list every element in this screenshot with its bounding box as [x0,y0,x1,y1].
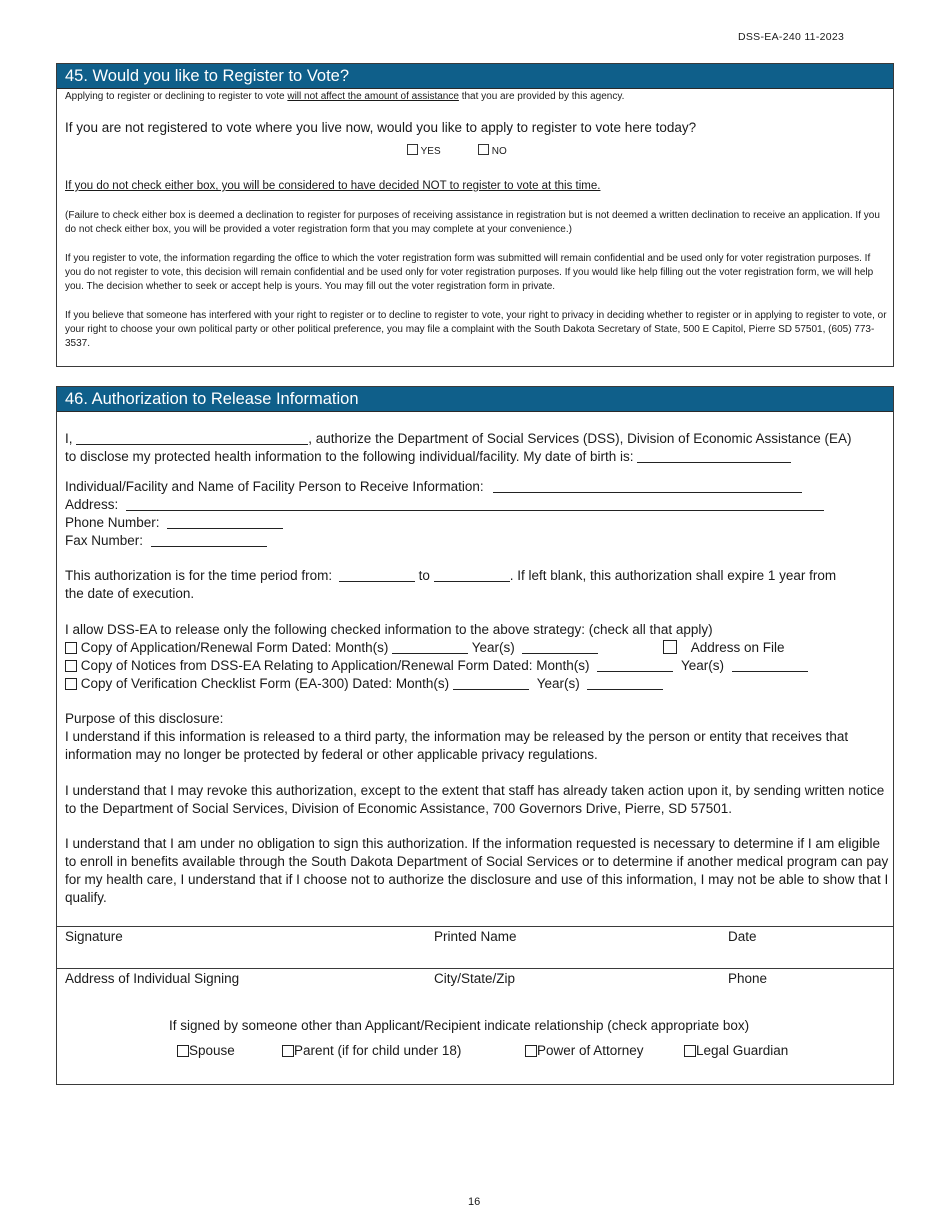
phone-line: Phone Number: [65,514,283,532]
facility-name-field[interactable] [493,480,802,493]
relationship-guardian: Legal Guardian [684,1042,788,1060]
yes-checkbox[interactable] [407,144,418,155]
application-month-field[interactable] [392,641,468,654]
period-to-field[interactable] [434,569,510,582]
verification-checkbox[interactable] [65,678,77,690]
purpose-label: Purpose of this disclosure: [65,711,224,726]
verification-month-field[interactable] [453,677,529,690]
signature-label: Signature [65,929,123,944]
application-form-checkbox[interactable] [65,642,77,654]
option-verification: Copy of Verification Checklist Form (EA-300) Dated: Month(s) Year(s) [65,675,663,693]
relationship-spouse: Spouse [177,1042,235,1060]
relationship-text: If signed by someone other than Applicant/Recipient indicate relationship (check appropriate box) [169,1018,750,1033]
facility-line: Individual/Facility and Name of Facility Person to Receive Information: [65,478,802,496]
address-on-file-checkbox[interactable] [663,640,677,654]
vote-paragraph-confidential: If you register to vote, the information regarding the office to which the voter registration form was submitted will remain confidential and be used only for voter registration purposes. If you do not register to vote, this decision will remain confidential and be used only for voter registration purposes. If you would like help filling out the voter registration form, we will help you. The decision whether to seek or accept help is yours. You may fill out the voter registration form in private. [65,253,874,292]
period-line: This authorization is for the time period from: to . If left blank, this authorization shall expire 1 year from [65,568,837,583]
application-year-field[interactable] [522,641,598,654]
vote-paragraph-declination: (Failure to check either box is deemed a declination to register for purposes of receiving assistance in registration but is not deemed a written declination to receive an application. If you do not check either box, you will be provided a voter registration form that you may complete at your convenience.) [65,210,880,235]
verification-year-field[interactable] [587,677,663,690]
section-46-title: 46. Authorization to Release Information [57,387,893,412]
no-checkbox[interactable] [478,144,489,155]
no-label: NO [491,146,507,157]
date-label: Date [728,929,757,944]
divider [57,968,893,969]
fax-number-field[interactable] [151,534,267,547]
address-line: Address: [65,496,824,514]
power-of-attorney-checkbox[interactable] [525,1045,537,1057]
legal-guardian-checkbox[interactable] [684,1045,696,1057]
vote-paragraph-complaint: If you believe that someone has interfered with your right to register or to decline to register to vote, your right to privacy in deciding whether to register or in applying to register to vote, or your right to choose your own political party or other political preference, you may file a complaint with the South Dakota Secretary of State, 500 E Capitol, Pierre SD 57501, (605) 773-3537. [65,310,887,349]
auth-line: I, , authorize the Department of Social Services (DSS), Division of Economic Assistance (EA) [65,431,852,446]
date-of-birth-field[interactable] [637,450,791,463]
allow-text: I allow DSS-EA to release only the following checked information to the above strategy: (check all that apply) [65,622,713,637]
form-number: DSS-EA-240 11-2023 [738,31,845,43]
vote-yes-option[interactable] [407,144,441,159]
vote-no-option[interactable] [478,144,507,159]
address-field[interactable] [126,498,824,511]
vote-question: If you are not registered to vote where you live now, would you like to apply to register to vote here today? [65,120,697,135]
spouse-checkbox[interactable] [177,1045,189,1057]
option-address-on-file: Address on File [663,639,785,657]
period-line-2: the date of execution. [65,586,195,601]
notices-month-field[interactable] [597,659,673,672]
option-notices: Copy of Notices from DSS-EA Relating to Application/Renewal Form Dated: Month(s) Year(s) [65,657,808,675]
phone-label: Phone [728,971,768,986]
section-45-title: 45. Would you like to Register to Vote? [57,64,893,89]
relationship-poa: Power of Attorney [525,1042,644,1060]
yes-label: YES [420,146,441,157]
page-number: 16 [468,1196,481,1208]
vote-intro: Applying to register or declining to register to vote will not affect the amount of assistance that you are provided by this agency. [65,91,625,102]
parent-checkbox[interactable] [282,1045,294,1057]
dob-line: to disclose my protected health information to the following individual/facility. My date of birth is: [65,448,791,466]
relationship-parent: Parent (if for child under 18) [282,1042,461,1060]
purpose-text: I understand if this information is released to a third party, the information may be released by the person or entity that receives that information may no longer be protected by federal or other applicable privacy regulations. [65,729,849,762]
section-authorization-release [56,386,894,1085]
phone-number-field[interactable] [167,516,283,529]
revoke-text: I understand that I may revoke this authorization, except to the extent that staff has already taken action upon it, by sending written notice to the Department of Social Services, Division of Economic Assistance, 700 Governors Drive, Pierre, SD 57501. [65,783,885,816]
section-register-to-vote [56,63,894,367]
fax-line: Fax Number: [65,532,267,550]
notices-checkbox[interactable] [65,660,77,672]
city-state-zip-label: City/State/Zip [434,971,516,986]
period-from-field[interactable] [339,569,415,582]
vote-warning: If you do not check either box, you will be considered to have decided NOT to register to vote at this time. [65,180,601,192]
option-application-form: Copy of Application/Renewal Form Dated: Month(s) Year(s) [65,639,598,657]
address-signing-label: Address of Individual Signing [65,971,240,986]
printed-name-label: Printed Name [434,929,517,944]
divider [57,926,893,927]
notices-year-field[interactable] [732,659,808,672]
authorizer-name-field[interactable] [76,432,308,445]
obligation-text: I understand that I am under no obligation to sign this authorization. If the information requested is necessary to determine if I am eligible to enroll in benefits available through the South Dakota Department of Social Services or to determine if another medical program can pay for my health care, I understand that if I choose not to authorize the disclosure and use of this information, I may not be able to show that I qualify. [65,836,889,905]
